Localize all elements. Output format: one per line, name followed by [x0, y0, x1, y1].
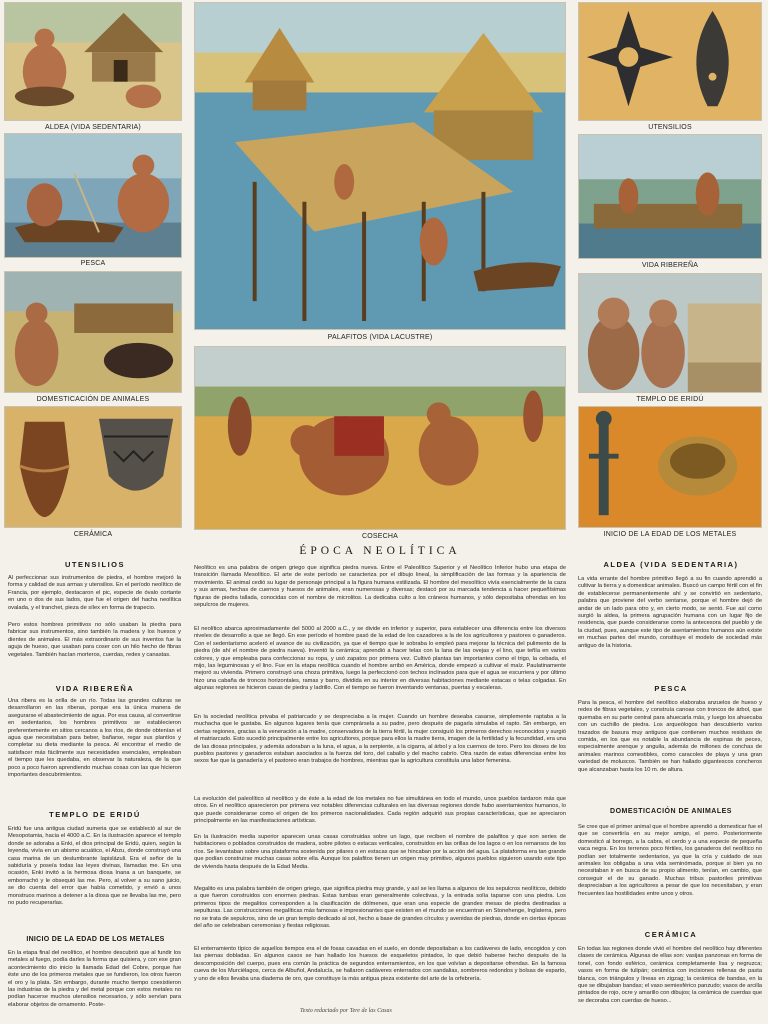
center-text-6: Megalito es una palabra también de origen griego, que significa piedra muy grande, y así se les llama a algunos de los sepulcros neolíticos, debido a que fueron construidos con enormes piedras. Estas tumbas eran generalmente colectivas, y la entrada solía taparse con una piedra. Los primeros tipos de megalitos corresponden a la clasificación de dólmenes, que eran una especie de grandes mesas de piedra destinadas a sepulturas. Las construcciones megalíticas más famosas e impresionantes que existen en el mundo se encuentran en Stonehenge, Inglaterra, pero no se trata de sepulcros, sino de un gran templo dedicado al sol, hecho a base de grandes círculos y avenidas de piedras, donde en ciertas épocas del año se celebraban ceremonias y fiestas religiosas. [194, 886, 566, 930]
text-aldea: La vida errante del hombre primitivo llegó a su fin cuando aprendió a cultivar la tierra y a domesticar animales. Buscó un campo fértil con el fin de establecerse permanentemente ahí y se convirtió en sedentario, palabra que proviene del verbo sentarse, porque el hombre dejó de andar de un lado para otro y, en cierto modo, se sentó. Fue así como surgió la aldea, la primera agrupación humana con un lugar fijo de residencia, que puede considerarse como la antecesora del pueblo y de la ciudad, pues, aunque este tipo de asentamientos humanos aún existe en muchas partes del mundo, constituye el modelo de sociedad más antiguo de la historia. [578, 576, 762, 649]
caption-cosecha: COSECHA [361, 533, 399, 540]
templo-illustration [578, 273, 762, 393]
caption-templo: TEMPLO DE ERIDÚ [636, 396, 704, 403]
text-domesticacion: Se cree que el primer animal que el hombre aprendió a domesticar fue el que se convertiría en su mejor amigo, el perro. Posteriormente domesticó al borrego, a la cabra, el cerdo y a una especie de pequeña vaca negra. En los terrenos poco fértiles, los ganaderos del neolítico no podían ser totalmente sedentarios, ya que la cría y cuidado de sus animales los obligaba a una vida seminómada, porque si bien ya no necesitaban ir en busca de su propio alimento, tenían, en cambio, que conseguir el de su ganado. Muchas tribus pastoriles primitivas despreciaban a los agricultores a pesar de que los necesitaban, y eran frecuentes las hostilidades entre unos y otros. [578, 824, 762, 897]
center-text-3: En la sociedad neolítica privaba el patriarcado y se despreciaba a la mujer. Cuando un hombre deseaba casarse, simplemente raptaba a la muchacha que le gustaba. En algunos lugares tenía que comprársela a su padre, pero después de pagarla simulaba el rapto. Sin embargo, en ciertas regiones, gracias a la veneración a la madre, conservadora de la tierra fértil, la mujer consiguió los primeros derechos reconocidos y surgió el matriarcado. Esto sucedió principalmente entre los agricultores, porque para ellos la madre tierra, imagen de la fertilidad y la fecundidad, era una de las diosas principales, y además adoraban a la luna, el agua, a la serpiente, a la cigarra, al árbol y a los cuernos de toro. Pero los dioses de los pueblos pastores y ganaderos estaban asociados a la fuerza del toro, del caballo y del macho cabrío. Otra razón de estas diferencias entre los sexos fue que la ganadería y el pastoreo eran trabajos de hombres, mientras que la agricultura constituía una labor femenina. [194, 714, 566, 765]
heading-ceramica: CERÁMICA [644, 930, 698, 939]
metales-illustration [578, 406, 762, 528]
heading-pesca: PESCA [654, 684, 688, 693]
text-templo: Eridú fue una antigua ciudad sumeria que se estableció al sur de Mesopotamia, hacia el 4000 a.C. En la ilustración aparece el templo donde se adoraba a Enki, el dios principal de Eridú, quien, según la leyenda, vivía en un abismo acuático, el Abzu, donde construyó una casa marina de un deslumbrante lapislázuli. Era el señor de la sabiduría y poseía todas las leyes divinas, llamadas me. En una ocasión, Enki invitó a la hermosa diosa Inana a un banquete, se emborrachó y le obsequió las me. Pero, al volver a su sano juicio, se dio cuenta del error que había cometido, y envió a unos monstruos marinos a detener a la diosa que se llevaba las me, pero no pudo recuperarlas. [8, 826, 181, 907]
center-text-2: El neolítico abarca aproximadamente del 5000 al 2000 a.C., y se divide en inferior y superior, para establecer una diferencia entre los diversos niveles de desarrollo a que se llegó. En ese período el hombre pasó de la edad de los cazadores a la de los agricultores y pastores o ganaderos. Con el sedentarismo aceleró el avance de su civilización, ya que el tiempo que le sobraba lo empleó para mejorar la técnica del pulimento de la piedra (de ahí el nombre de piedra nueva). Inventó la cerámica; aprendió a hacer telas con la lana de las ovejas y el lino, que teñía en varios colores, y que empleaba para confeccionar su ropa, y usó zapatos por primera vez. Cultivó plantas tan importantes como el trigo, la cebada, el mijo, las leguminosas y el lino. Fue en la etapa neolítica cuando el hombre arribó en América, donde empezó a cultivar el maíz. Paulatinamente mejoró su vivienda. Primero construyó una choza primitiva, luego la perfeccionó con techos inclinados para que el agua se escurriera y por último hizo una cabaña de troncos horizontales, ramas y barro, dividida en su interior en diversas habitaciones mediante estacas o telas colgadas. En algunas regiones se hicieron casas de piedra y ladrillo. Con el tiempo se fueron inventando ventanas, puertas y escaleras. [194, 626, 566, 692]
caption-utensilios: UTENSILIOS [648, 124, 692, 131]
heading-vida-riberena: VIDA RIBEREÑA [55, 684, 135, 693]
text-ceramica: En todas las regiones donde vivió el hombre del neolítico hay diferentes clases de cerámica. Algunas de ellas son: vasijas panzonas en forma de tonel, con fondo esférico, cerámica completamente lisa y negruzca; vasos en forma de tulipán; cerámica con incisiones rellenas de pasta blanca, con triángulos y líneas en zigzag; la cerámica de bandas, en la que se dibujaban bandas; el vaso semiesférico panzudo; vasos de arcilla pintados de rojo, ocre y amarillo con dibujos; la cerámica de cuerdas que se decoraba con cuerdas de hueso... [578, 946, 762, 1004]
text-metales: En la etapa final del neolítico, el hombre descubrió que al fundir los metales al fuego, podía darles la forma que quisiera, y con ese gran acontecimiento dio inicio la llamada Edad del Cobre, porque fue éste uno de los primeros metales que se fundieron, los otros fueron el oro y la plata. Sin embargo, durante mucho tiempo coexistieron las industrias de la piedra y del metal porque con estos metales no podían hacerse muchos utensilios necesarios, y sólo servían para elaborar objetos de ornamento. Poste- [8, 950, 181, 1008]
caption-palafitos: PALAFITOS (VIDA LACUSTRE) [327, 334, 433, 341]
center-text-1: Neolítico es una palabra de origen griego que significa piedra nueva. Entre el Paleolítico Superior y el Neolítico Inferior hubo una etapa de transición llamada Mesolítico. El arte de este período se caracteriza por el dibujo lineal, la simplificación de las formas y la apariencia de movimiento. El animal cedió su lugar de personaje principal a la figura humana estilizada. El hombre del mesolítico vivía esencialmente de la caza y sus armas, hechas de cuernos y huesos de animales, eran numerosas y diversas; destacó por su marcada tendencia a hacer pequeñísimas figuras de piedra tallada, conocidas con el nombre de microlitos. La dedicaba culto a los cráneos humanos, y sólo depositaba ofrendas en los sepulcros de mujeres. [194, 565, 566, 609]
heading-templo: TEMPLO DE ERIDÚ [49, 810, 141, 819]
caption-domesticacion: DOMESTICACIÓN DE ANIMALES [36, 396, 150, 403]
caption-pesca: PESCA [80, 260, 106, 267]
cosecha-illustration [194, 346, 566, 530]
aldea-illustration [4, 2, 182, 121]
text-pesca: Para la pesca, el hombre del neolítico elaboraba anzuelos de hueso y redes de fibras vegetales, y construía canoas con troncos de árbol, que quemaba en su parte central para ahuecarla más, y luego los ahuecaba con un cuchillo de piedra. Los arqueólogos han descubierto varios trazados de basura muy antiguos que contienen muchos residuos de comida, en los que es notable la abundancia de espinas de peces, especialmente arenque y anguila, además de millones de conchas de animales marinos comestibles, como caracoles de playa y una gran variedad de moluscos. También se han hallado gigantescos concheros que alcanzaban hasta los 10 m. de altura. [578, 700, 762, 773]
center-text-7: El enterramiento típico de aquellos tiempos era el de fosas cavadas en el suelo, en donde depositaban a los cadáveres de lado, encogidos y con las piernas dobladas. En algunos casos se han hallado los huesos de esqueletos pintados, lo que debió haberse hecho después de la descomposición del cuerpo, pues era común la práctica de segundos enterramientos, en los que volvían a depositarse ofrendas. En la famosa cueva de los Murciélagos, cerca de Albuñol, Andalucía, se hallaron cadáveres enterrados con sandalias, sombreros redondos y bolsas de esparto, y uno de ellos llevaba una diadema de oro, que constituye la más antigua pieza existente del arte de la orfebrería. [194, 946, 566, 982]
heading-metales: INICIO DE LA EDAD DE LOS METALES [26, 936, 165, 943]
text-credit: Texto redactado por Tere de las Casas [300, 1008, 392, 1014]
vida-riberena-illustration [578, 134, 762, 259]
pesca-illustration [4, 133, 182, 258]
center-text-4: La evolución del paleolítico al neolítico y de éste a la edad de los metales no fue simultánea en todo el mundo, unos pueblos tardaron más que otros. En el neolítico aparecieron por primera vez notables diferencias culturales en las diversas regiones donde hubo asentamientos humanos, lo que puede considerarse como el origen de los primeros nacionalidades. Cada región adquirió sus propias características, que se apreciaron principalmente en las manifestaciones artísticas. [194, 796, 566, 825]
utensilios-illustration [578, 2, 762, 121]
heading-aldea: ALDEA (VIDA SEDENTARIA) [603, 560, 739, 569]
caption-aldea: ALDEA (VIDA SEDENTARIA) [45, 124, 141, 131]
ceramica-illustration [4, 406, 182, 528]
caption-metales: INICIO DE LA EDAD DE LOS METALES [603, 531, 737, 538]
domesticacion-illustration [4, 271, 182, 393]
palafitos-illustration [194, 2, 566, 330]
text-utensilios-1: Al perfeccionar sus instrumentos de piedra, el hombre mejoró la forma y calidad de sus armas y utensilios. En el período neolítico de Francia, por ejemplo, destacaron el pic, especie de óvalo cortante en uno o dos de sus lados, que fue el origen del hacha neolítica ovalada, y el tranchet, pieza de sílex en forma de trapecio. [8, 575, 181, 611]
heading-domesticacion: DOMESTICACIÓN DE ANIMALES [610, 808, 732, 815]
caption-vida-riberena: VIDA RIBEREÑA [641, 262, 699, 269]
caption-ceramica: CERÁMICA [73, 531, 113, 538]
text-utensilios-2: Pero estos hombres primitivos no sólo usaban la piedra para fabricar sus instrumentos, sino también la madera y los huesos y dientes de animales. El más extraordinario de sus inventos fue la aguja de hueso, que usaban para coser con un hilo hecho de fibras vegetales. También hacían morteros, cuerdas, redes y canastas. [8, 622, 181, 658]
heading-utensilios: UTENSILIOS [64, 560, 125, 569]
center-text-5: En la ilustración media superior aparecen unas casas construidas sobre un lago, que reciben el nombre de palafitos y que son series de habitaciones o poblados construidos de madera, sobre pilotes o estacas verticales, construidos en las orillas de los lagos o en los remansos de los ríos. Se levantaban sobre una plataforma sostenida por pilares o en estacas que se hincaban por la acción del agua. La plataforma era tan grande que podían construirse muchas casas sobre ella. Aunque los palafitos tienen un origen muy primitivo, algunos pueblos siguieron usando este tipo de vivienda hasta después de la Edad Media. [194, 834, 566, 870]
main-title: ÉPOCA NEOLÍTICA [299, 545, 461, 557]
text-vida-riberena: Una ribera es la orilla de un río. Todas las grandes culturas se desarrollaron en las riberas, porque era la única manera de asegurarse el abastecimiento de agua. Por esa causa, al convertirse en sedentarios, los hombres primitivos se establecieron preferentemente en sitios cercanos a los ríos, de donde obtenían el agua que necesitaban para beber, bañarse, regar sus plantíos y completar su dieta mediante la pesca. Al encontrar el medio de satisfacer más fácilmente sus necesidades esenciales, empleaban el tiempo que les quedaba, en observar la naturaleza, de la que poco a poco fueron aprendiendo muchas cosas con las que hicieron importantes descubrimientos. [8, 698, 181, 779]
